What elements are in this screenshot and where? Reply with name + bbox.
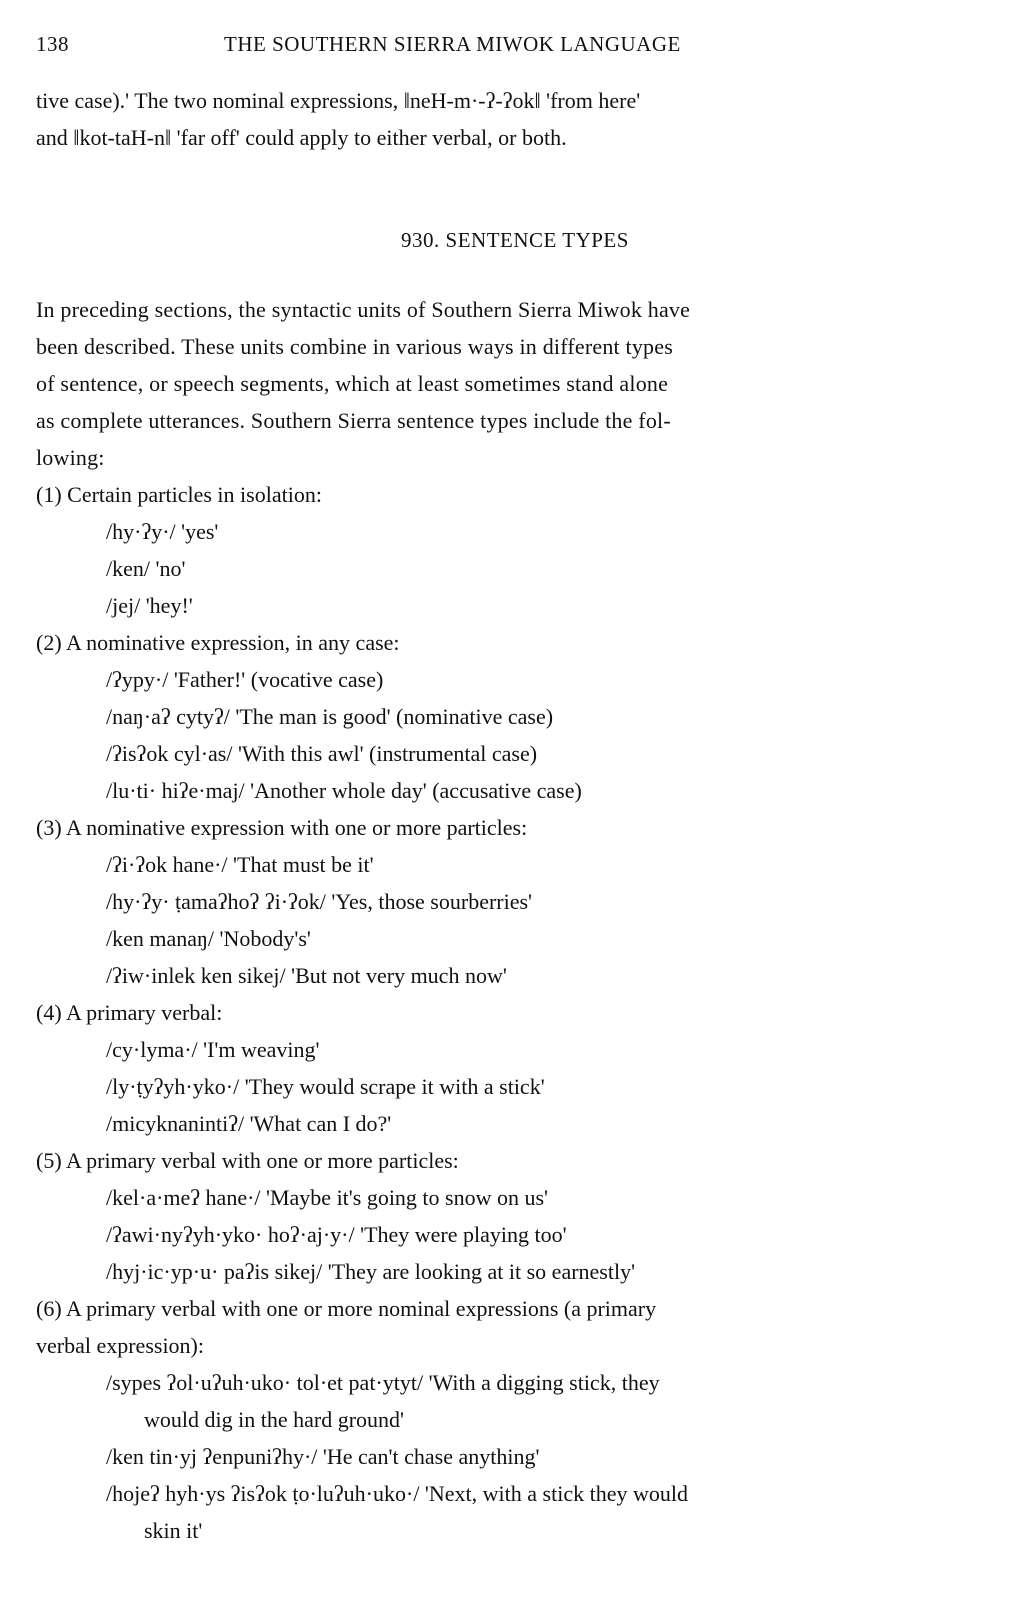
- sentence-type-label: (1) Certain particles in isolation:: [36, 482, 322, 507]
- running-title: THE SOUTHERN SIERRA MIWOK LANGUAGE: [224, 32, 681, 56]
- example-line: /hy·ʔy· ṭamaʔhoʔ ʔi·ʔok/ 'Yes, those sourberries': [106, 889, 533, 914]
- text-line: been described. These units combine in various ways in different types: [36, 334, 673, 359]
- example-block: [36, 1364, 994, 1438]
- sentence-type-label: (2) A nominative expression, in any case:: [36, 630, 400, 655]
- section-heading: 930. SENTENCE TYPES: [401, 228, 629, 252]
- example-line: /ʔypy·/ 'Father!' (vocative case): [106, 667, 384, 692]
- example-line: /ʔi·ʔok hane·/ 'That must be it': [106, 852, 374, 877]
- page: [36, 28, 994, 1549]
- text-line: In preceding sections, the syntactic units of Southern Sierra Miwok have: [36, 297, 691, 322]
- example-line: /ʔisʔok cyl·as/ 'With this awl' (instrumental case): [106, 741, 538, 766]
- example-line-continuation: would dig in the hard ground': [144, 1407, 404, 1432]
- text-line: of sentence, or speech segments, which at least sometimes stand alone: [36, 371, 669, 396]
- example-line: /ken/ 'no': [106, 556, 186, 581]
- sentence-type-label: (3) A nominative expression with one or more particles:: [36, 815, 528, 840]
- example-line: /hyj·ic·yp·u· paʔis sikej/ 'They are looking at it so earnestly': [106, 1259, 636, 1284]
- example-line: /jej/ 'hey!': [106, 593, 193, 618]
- text-line: as complete utterances. Southern Sierra sentence types include the fol-: [36, 408, 671, 433]
- intro-paragraph: [36, 82, 994, 156]
- sentence-type-list: [36, 476, 994, 1549]
- sentence-type-item: [36, 994, 994, 1142]
- example-line: /sypes ʔol·uʔuh·uko· tol·et pat·ytyt/ 'With a digging stick, they: [106, 1370, 660, 1395]
- page-header: [36, 28, 994, 62]
- sentence-type-label: (4) A primary verbal:: [36, 1000, 223, 1025]
- body-paragraph: [36, 291, 994, 476]
- example-line: /ken manaŋ/ 'Nobody's': [106, 926, 311, 951]
- text-line: lowing:: [36, 445, 105, 470]
- example-line: /naŋ·aʔ cytyʔ/ 'The man is good' (nominative case): [106, 704, 554, 729]
- example-line: /ken tin·yj ʔenpuniʔhy·/ 'He can't chase anything': [106, 1444, 540, 1469]
- example-line: /ly·ṭyʔyh·yko·/ 'They would scrape it with a stick': [106, 1074, 545, 1099]
- page-number: 138: [36, 32, 69, 56]
- sentence-type-item: [36, 476, 994, 624]
- sentence-type-item: [36, 1142, 994, 1290]
- sentence-type-item: [36, 809, 994, 994]
- example-line: /micyknanintiʔ/ 'What can I do?': [106, 1111, 392, 1136]
- example-line: /lu·ti· hiʔe·maj/ 'Another whole day' (accusative case): [106, 778, 582, 803]
- example-line: /cy·lyma·/ 'I'm weaving': [106, 1037, 320, 1062]
- example-line: /ʔawi·nyʔyh·yko· hoʔ·aj·y·/ 'They were playing too': [106, 1222, 567, 1247]
- example-line: /ʔiw·inlek ken sikej/ 'But not very much now': [106, 963, 507, 988]
- sentence-type-item: [36, 1290, 994, 1549]
- text-line: and ‖kot-taH-n‖ 'far off' could apply to either verbal, or both.: [36, 125, 567, 150]
- example-line: /hojeʔ hyh·ys ʔisʔok ṭo·luʔuh·uko·/ 'Next, with a stick they would: [106, 1481, 688, 1506]
- sentence-type-label: (5) A primary verbal with one or more particles:: [36, 1148, 459, 1173]
- sentence-type-label-continuation: verbal expression):: [36, 1333, 204, 1358]
- sentence-type-item: [36, 624, 994, 809]
- sentence-type-label: (6) A primary verbal with one or more nominal expressions (a primary: [36, 1296, 657, 1321]
- example-line: /hy·ʔy·/ 'yes': [106, 519, 219, 544]
- example-line: /kel·a·meʔ hane·/ 'Maybe it's going to snow on us': [106, 1185, 549, 1210]
- example-block: [36, 1475, 994, 1549]
- example-line-continuation: skin it': [144, 1518, 203, 1543]
- text-line: tive case).' The two nominal expressions, ‖neH-m·-ʔ-ʔok‖ 'from here': [36, 88, 641, 113]
